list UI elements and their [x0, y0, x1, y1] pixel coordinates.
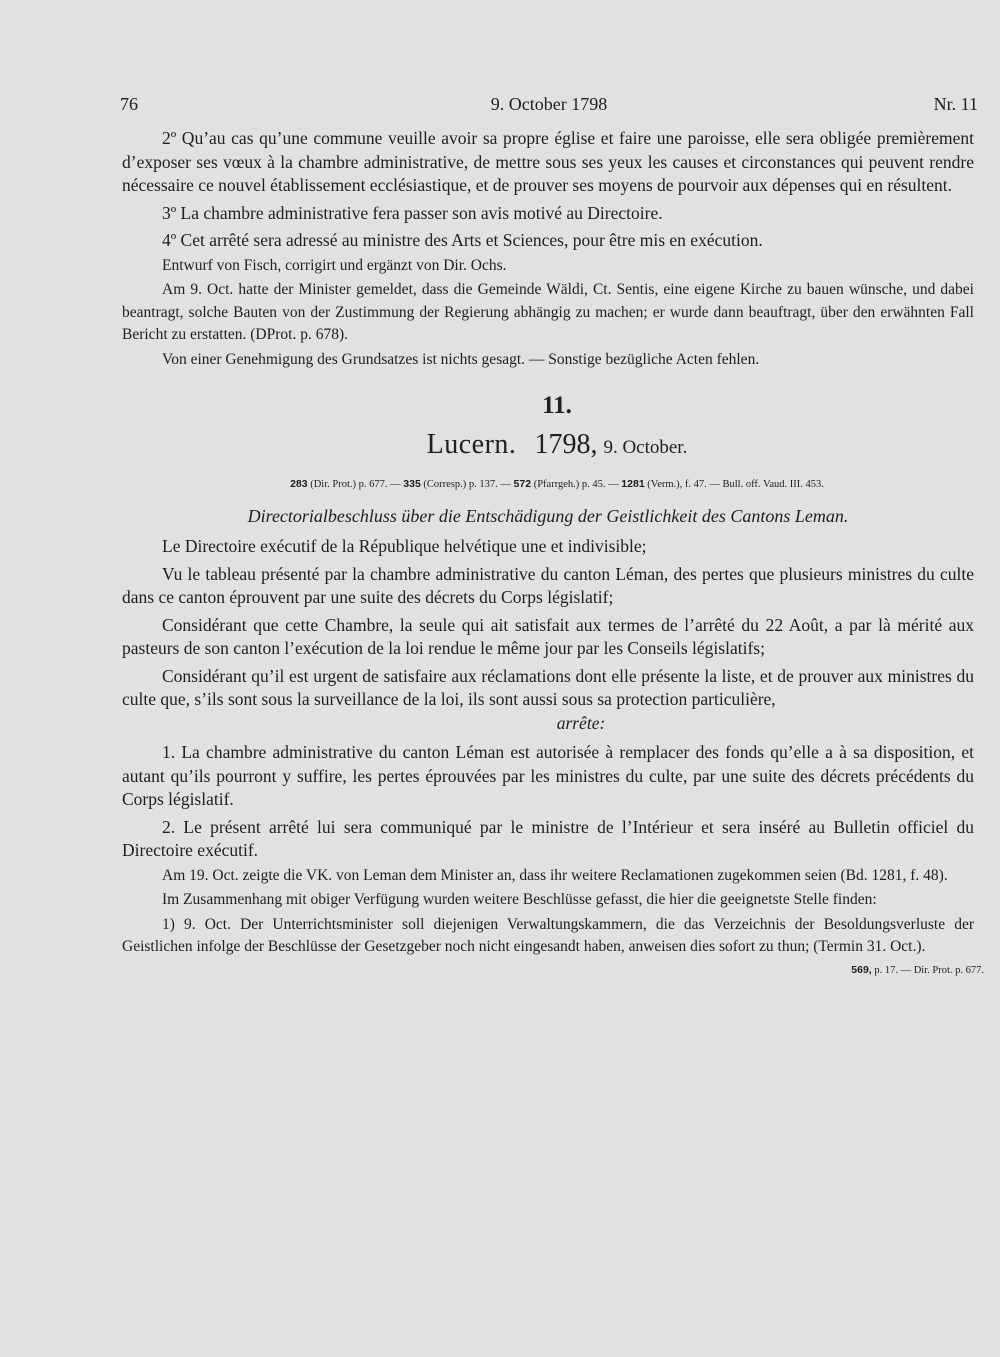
editorial-note-oct19: Am 19. Oct. zeigte die VK. von Leman dem Minister an, dass ihr weitere Reclamationen zugekommen seien (Bd. 1281, f. 48).: [162, 866, 948, 884]
reference-detail: p. 17. — Dir. Prot. p. 677.: [871, 964, 984, 976]
source-volume: 335: [403, 478, 421, 490]
source-volume: 283: [290, 478, 308, 490]
reference-volume: 569,: [851, 963, 872, 976]
article-2-paragraph: 2º Qu’au cas qu’une commune veuille avoir sa propre église et faire une paroisse, elle sera obligée premièrement d’exposer ses vœux à la chambre administrative, de mettre sous ses yeux les causes et circonstances qui peuvent rendre nécessaire ce nouvel établissement ecclésiastique, et de prouver ses moyens de pourvoir aux dépenses qui en résultent.: [122, 128, 974, 195]
header-date: 9. October 1798: [490, 94, 608, 114]
preamble-vu: Vu le tableau présenté par la chambre administrative du canton Léman, des pertes que plusieurs ministres du culte dans ce canton éprouvent par une suite des décrets du Corps législatif;: [122, 563, 974, 607]
header-number: Nr. 11: [933, 94, 978, 114]
document-subject: Directorialbeschluss über die Entschädigung der Geistlichkeit des Cantons Leman.: [247, 506, 849, 526]
arrete-heading: arrête:: [556, 712, 606, 733]
document-day: 9. October.: [603, 437, 688, 458]
source-volume: 572: [513, 478, 532, 490]
page-body: [122, 127, 984, 982]
decree-article-1: 1. La chambre administrative du canton Léman est autorisée à remplacer des fonds qu’elle a à sa disposition, et autant qu’ils pourront y suffire, les pertes éprouvées par les ministres du culte, par une suite des décrets précédents du Corps législatif.: [122, 742, 974, 809]
preamble-considerant-2: Considérant qu’il est urgent de satisfaire aux réclamations dont elle présente la liste, et de prouver aux ministres du culte que, s’ils sont sous la surveillance de la loi, ils sont aussi sous sa protection particulière,: [122, 665, 974, 709]
document-place: Lucern.: [426, 429, 517, 460]
draft-note: Entwurf von Fisch, corrigirt und ergänzt von Dir. Ochs.: [162, 256, 507, 274]
source-references: [122, 476, 974, 493]
source-detail: (Corresp.) p. 137. —: [420, 479, 514, 490]
page-header: [120, 94, 978, 118]
document-heading: [122, 429, 974, 464]
source-detail: (Pfarrgeh.) p. 45. —: [531, 479, 622, 490]
source-detail: (Dir. Prot.) p. 677. —: [307, 479, 404, 490]
preamble-directoire: Le Directoire exécutif de la République helvétique une et indivisible;: [162, 536, 647, 556]
document-number: 11.: [542, 392, 572, 419]
page-number: 76: [120, 94, 138, 114]
decree-article-2: 2. Le présent arrêté lui sera communiqué par le ministre de l’Intérieur et sera inséré au Bulletin officiel du Directoire exécutif.: [122, 816, 974, 860]
source-volume: 1281: [621, 478, 645, 490]
article-4-paragraph: 4º Cet arrêté sera adressé au ministre des Arts et Sciences, pour être mis en exécution.: [162, 230, 763, 250]
editorial-note-1: [122, 914, 984, 976]
article-3-paragraph: 3º La chambre administrative fera passer son avis motivé au Directoire.: [162, 202, 663, 223]
source-detail: (Verm.), f. 47. — Bull. off. Vaud. III. 453.: [644, 479, 824, 490]
editorial-note-oct9: Am 9. Oct. hatte der Minister gemeldet, dass die Gemeinde Wäldi, Ct. Sentis, eine eigene Kirche zu bauen wünsche, und dabei beantragt, solche Bauten von der Zustimmung der Regierung abhängig zu machen; er wurde dann beauftragt, über den erwähnten Fall Bericht zu erstatten. (DProt. p. 678).: [122, 281, 974, 343]
document-year: 1798,: [534, 429, 598, 460]
editorial-note-approval: Von einer Genehmigung des Grundsatzes ist nichts gesagt. — Sonstige bezügliche Acten fehlen.: [162, 350, 760, 368]
editorial-note-1-text: 1) 9. Oct. Der Unterrichtsminister soll diejenigen Verwaltungskammern, die das Verzeichnis der Besoldungsverluste der Geistlichen infolge der Beschlüsse der Gesetzgeber noch nicht eingesandt haben, anweisen dies sofort zu thun; (Termin 31. Oct.).: [122, 915, 974, 955]
editorial-note-context: Im Zusammenhang mit obiger Verfügung wurden weitere Beschlüsse gefasst, die hier die geeignetste Stelle finden:: [162, 891, 877, 908]
editorial-note-1-reference: [811, 959, 984, 982]
preamble-considerant-1: Considérant que cette Chambre, la seule qui ait satisfait aux termes de l’arrêté du 22 Août, a par là mérité aux pasteurs de son canton l’exécution de la loi rendue le même jour par les Conseils législatifs;: [122, 614, 974, 658]
